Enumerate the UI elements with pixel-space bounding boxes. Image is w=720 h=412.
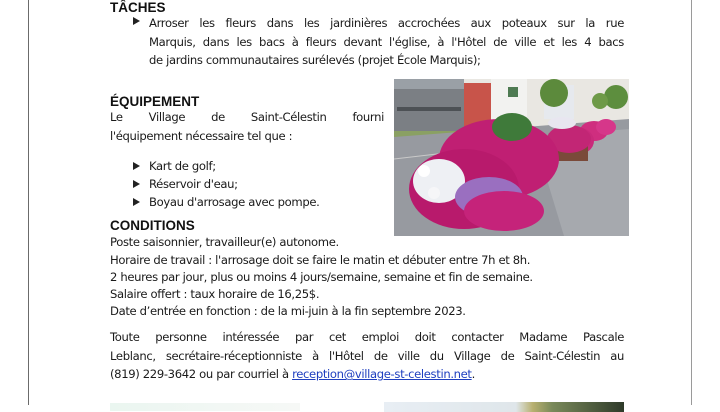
contact-line: Leblanc, secrétaire-réceptionniste à l'Hôtel de ville du Village de Saint-Célestin au — [110, 348, 624, 363]
equipment-item: Kart de golf; — [149, 159, 216, 173]
equipment-item: Réservoir d'eau; — [149, 177, 238, 191]
photo-illustration — [394, 79, 629, 236]
tasks-heading: TÂCHES — [110, 0, 166, 15]
tasks-item-line: Marquis, dans les bacs à fleurs devant l'église, à l'Hôtel de ville et les 4 bacs — [149, 34, 624, 49]
flower-planters-photo — [394, 79, 629, 236]
equipment-intro-line: l'équipement nécessaire tel que : — [110, 128, 293, 143]
tasks-item — [149, 14, 624, 70]
equipment-item: Boyau d'arrosage avec pompe. — [149, 195, 320, 209]
equipment-intro — [110, 108, 384, 145]
bottom-left-photo — [110, 403, 300, 411]
contact-suffix: . — [471, 367, 475, 382]
contact-paragraph — [110, 328, 624, 384]
arrow-bullet-icon — [133, 17, 140, 25]
contact-line: Toute personne intéressée par cet emploi doit contacter Madame Pascale — [110, 330, 624, 344]
conditions-heading: CONDITIONS — [110, 218, 195, 233]
equipment-heading: ÉQUIPEMENT — [110, 94, 200, 109]
arrow-bullet-icon — [133, 180, 140, 188]
conditions-line: Horaire de travail : l'arrosage doit se faire le matin et débuter entre 7h et 8h. — [110, 253, 531, 267]
equipment-intro-line: Le Village de Saint-Célestin fourni — [110, 110, 384, 124]
tasks-item-line: Arroser les fleurs dans les jardinières accrochées aux poteaux sur la rue — [149, 16, 624, 30]
bottom-right-photo — [384, 402, 624, 412]
contact-line — [110, 365, 624, 384]
tasks-item-line: de jardins communautaires surélevés (projet École Marquis); — [149, 53, 481, 68]
email-link[interactable]: reception@village-st-celestin.net — [292, 367, 472, 382]
conditions-line: 2 heures par jour, plus ou moins 4 jours/semaine, semaine et fin de semaine. — [110, 270, 533, 284]
page-border-right — [691, 0, 692, 405]
conditions-line: Date d’entrée en fonction : de la mi-juin à la fin septembre 2023. — [110, 304, 466, 318]
conditions-line: Poste saisonnier, travailleur(e) autonome. — [110, 235, 339, 249]
arrow-bullet-icon — [133, 162, 140, 170]
page-border-left — [28, 0, 29, 405]
contact-phone-text: (819) 229-3642 ou par courriel à — [110, 367, 293, 382]
conditions-line: Salaire offert : taux horaire de 16,25$. — [110, 287, 320, 301]
arrow-bullet-icon — [133, 198, 140, 206]
